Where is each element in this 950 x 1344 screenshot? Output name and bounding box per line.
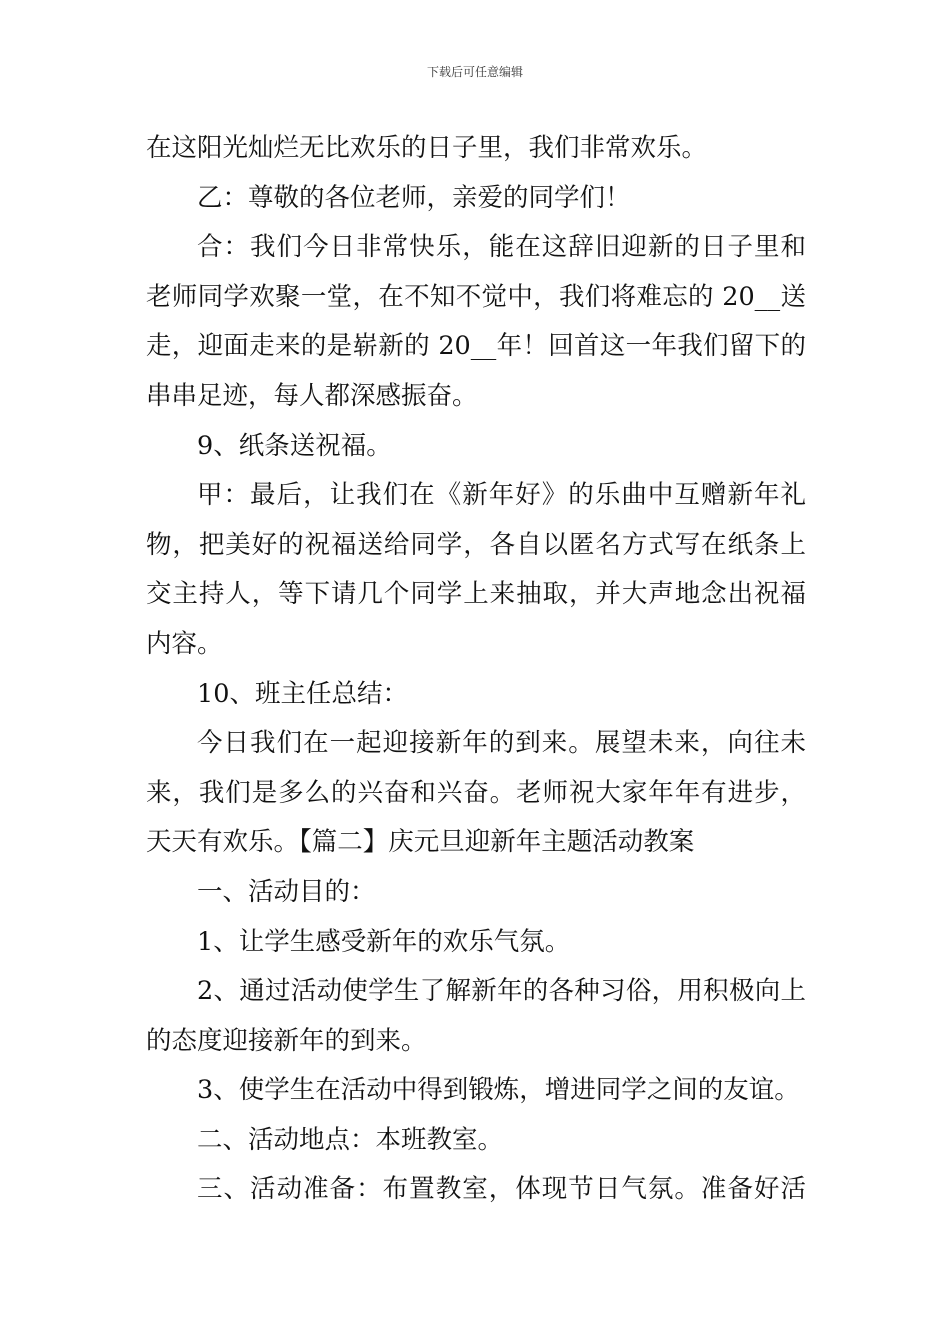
paragraph-line: 甲：最后，让我们在《新年好》的乐曲中互赠新年礼 (197, 480, 806, 511)
section-heading: 三、活动准备：布置教室，体现节日气氛。准备好活 (197, 1174, 806, 1205)
paragraph-line: 内容。 (146, 628, 223, 659)
paragraph-line: 2、通过活动使学生了解新年的各种习俗，用积极向上 (197, 976, 806, 1007)
paragraph-line: 1、让学生感受新年的欢乐气氛。 (197, 926, 571, 957)
paragraph-line: 9、纸条送祝福。 (197, 430, 392, 461)
document-body (146, 124, 806, 1215)
paragraph-line: 合：我们今日非常快乐，能在这辞旧迎新的日子里和 (197, 232, 806, 263)
paragraph-line: 串串足迹，每人都深感振奋。 (146, 380, 478, 411)
paragraph-line: 天天有欢乐。【篇二】庆元旦迎新年主题活动教案 (146, 827, 695, 858)
section-heading: 一、活动目的： (197, 876, 376, 907)
paragraph-line: 在这阳光灿烂无比欢乐的日子里，我们非常欢乐。 (146, 133, 708, 163)
page-header-note: 下载后可任意编辑 (426, 65, 523, 79)
paragraph-line: 乙：尊敬的各位老师，亲爱的同学们！ (197, 182, 631, 213)
paragraph-line: 走，迎面走来的是崭新的 20__年！回首这一年我们留下的 (146, 331, 806, 362)
paragraph-line: 今日我们在一起迎接新年的到来。展望未来，向往未 (197, 728, 806, 759)
paragraph-line: 3、使学生在活动中得到锻炼，增进同学之间的友谊。 (197, 1075, 800, 1106)
paragraph-line: 物，把美好的祝福送给同学，各自以匿名方式写在纸条上 (146, 529, 806, 560)
paragraph-line: 来，我们是多么的兴奋和兴奋。老师祝大家年年有进步， (146, 777, 806, 808)
paragraph-line: 的态度迎接新年的到来。 (146, 1025, 427, 1056)
paragraph-line: 老师同学欢聚一堂，在不知不觉中，我们将难忘的 20__送 (146, 281, 806, 312)
section-heading: 二、活动地点：本班教室。 (197, 1124, 504, 1155)
paragraph-line: 交主持人，等下请几个同学上来抽取，并大声地念出祝福 (146, 579, 806, 610)
paragraph-line: 10、班主任总结： (197, 678, 408, 709)
